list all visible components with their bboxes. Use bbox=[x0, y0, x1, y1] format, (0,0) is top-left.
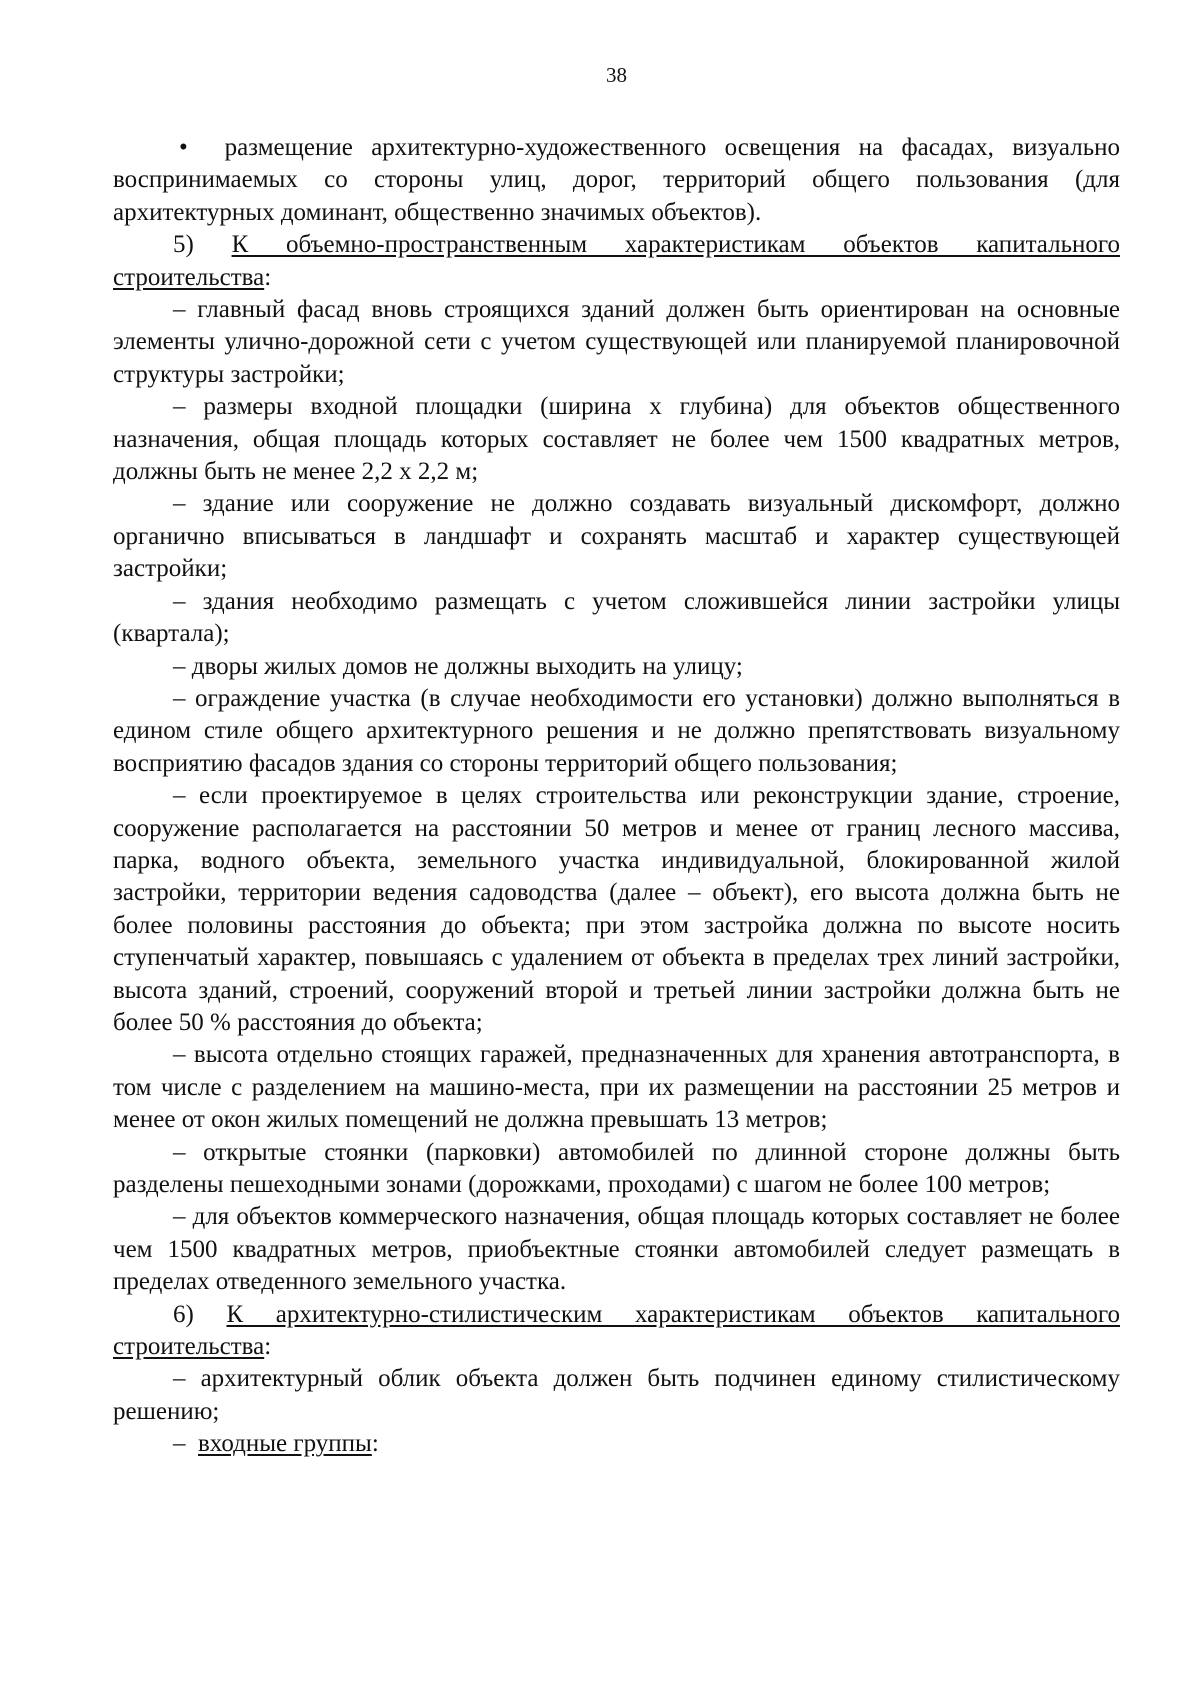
paragraph-text: размещение архитектурно-художественного освещения на фасадах, визуально воспринимаемых со стороны улиц, дорог, территорий общего пользования (для архитектурных доминант, общественно значимых объектов). bbox=[113, 134, 1121, 226]
subheading-colon: : bbox=[371, 1430, 379, 1458]
section-heading-5 bbox=[113, 229, 1120, 294]
list-item: – здание или сооружение не должно создавать визуальный дискомфорт, должно органично вписываться в ландшафт и сохранять масштаб и характер существующей застройки; bbox=[113, 490, 1120, 583]
section-number: 5) bbox=[173, 231, 194, 259]
section-colon: : bbox=[264, 1333, 272, 1361]
section-heading-6 bbox=[113, 1299, 1120, 1364]
list-item: – открытые стоянки (парковки) автомобилей по длинной стороне должны быть разделены пешеходными зонами (дорожками, проходами) с шагом не более 100 метров; bbox=[113, 1138, 1120, 1198]
subheading-title: входные группы bbox=[198, 1430, 372, 1458]
list-item: – главный фасад вновь строящихся зданий должен быть ориентирован на основные элементы улично-дорожной сети с учетом существующей или планируемой планировочной структуры застройки; bbox=[113, 296, 1120, 388]
list-item: – если проектируемое в целях строительства или реконструкции здание, строение, сооружение располагается на расстоянии 50 метров и менее от границ лесного массива, парка, водного объекта, земельного участка индивидуальной, блокированной жилой застройки, территории ведения садоводства (далее – объект), его высота должна быть не более половины расстояния до объекта; при этом застройка должна по высоте носить ступенчатый характер, повышаясь с удалением от объекта в пределах трех линий застройки, высота зданий, строений, сооружений второй и третьей линии застройки должна быть не более 50 % расстояния до объекта; bbox=[113, 782, 1120, 1036]
list-item: – дворы жилых домов не должны выходить на улицу; bbox=[173, 652, 743, 680]
section-title: К объемно-пространственным характеристикам объектов капитального строительства bbox=[113, 231, 1120, 291]
dash-marker: – bbox=[173, 1430, 186, 1458]
list-item: – высота отдельно стоящих гаражей, предназначенных для хранения автотранспорта, в том числе с разделением на машино-места, при их размещении на расстоянии 25 метров и менее от окон жилых помещений не должна превышать 13 метров; bbox=[113, 1041, 1120, 1134]
list-item: – ограждение участка (в случае необходимости его установки) должно выполняться в едином стиле общего архитектурного решения и не должно препятствовать визуальному восприятию фасадов здания со стороны территорий общего пользования; bbox=[113, 684, 1120, 777]
section-number: 6) bbox=[173, 1300, 194, 1328]
section-title: К архитектурно-стилистическим характеристикам объектов капитального строительства bbox=[113, 1300, 1120, 1361]
list-item: – для объектов коммерческого назначения, общая площадь которых составляет не более чем 1500 квадратных метров, приобъектные стоянки автомобилей следует размещать в пределах отведенного земельного участка. bbox=[113, 1203, 1120, 1296]
section-colon: : bbox=[264, 263, 272, 291]
list-item: – здания необходимо размещать с учетом сложившейся линии застройки улицы (квартала); bbox=[113, 587, 1120, 648]
subheading-entrance-groups bbox=[113, 1428, 1120, 1460]
page-number: 38 bbox=[606, 63, 627, 87]
paragraph-lighting bbox=[113, 132, 1120, 229]
list-item: – архитектурный облик объекта должен быть подчинен единому стилистическому решению; bbox=[113, 1365, 1120, 1425]
bullet-icon: • bbox=[179, 134, 188, 161]
document-body bbox=[113, 132, 1120, 1461]
list-item: – размеры входной площадки (ширина х глубина) для объектов общественного назначения, общая площадь которых составляет не более чем 1500 квадратных метров, должны быть не менее 2,2 х 2,2 м; bbox=[113, 393, 1120, 486]
